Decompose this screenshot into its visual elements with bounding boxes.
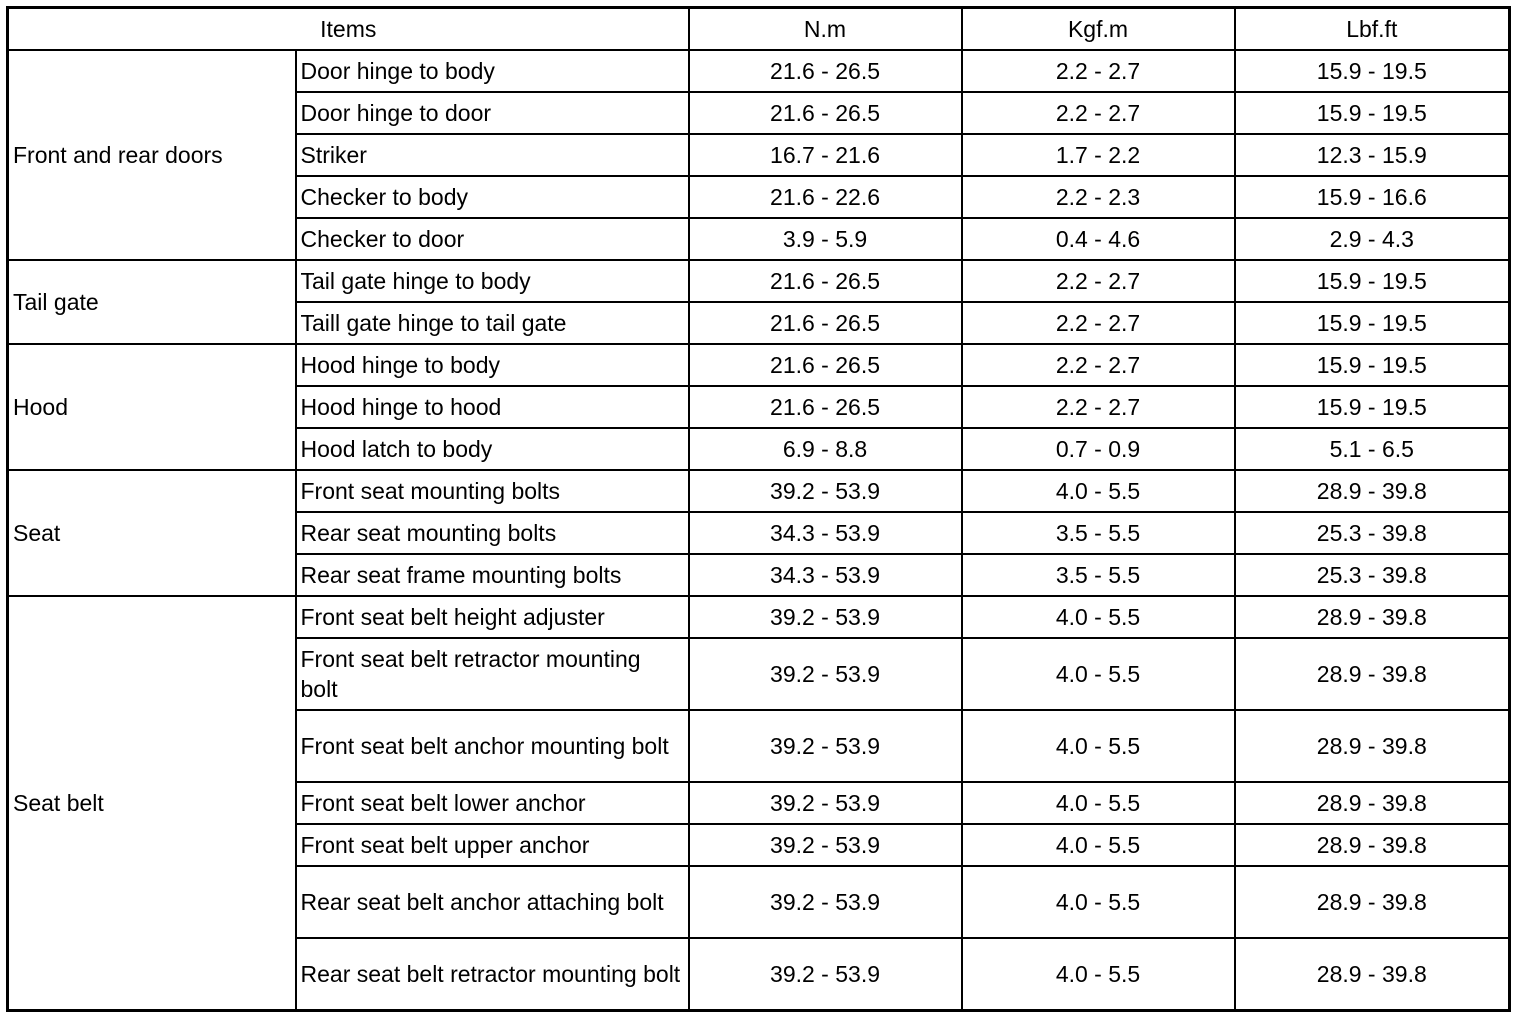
nm-cell: 21.6 - 26.5 <box>689 50 962 92</box>
nm-cell: 39.2 - 53.9 <box>689 866 962 938</box>
item-cell: Rear seat belt retractor mounting bolt <box>296 938 689 1011</box>
table-row <box>8 50 1510 92</box>
lbfft-cell: 25.3 - 39.8 <box>1235 512 1510 554</box>
nm-cell: 39.2 - 53.9 <box>689 710 962 782</box>
item-cell: Hood latch to body <box>296 428 689 470</box>
table-row <box>8 596 1510 638</box>
table-row <box>8 470 1510 512</box>
lbfft-cell: 28.9 - 39.8 <box>1235 782 1510 824</box>
group-label: Hood <box>8 344 296 470</box>
nm-cell: 21.6 - 26.5 <box>689 344 962 386</box>
item-cell: Front seat belt anchor mounting bolt <box>296 710 689 782</box>
nm-cell: 39.2 - 53.9 <box>689 782 962 824</box>
lbfft-cell: 28.9 - 39.8 <box>1235 596 1510 638</box>
item-cell: Tail gate hinge to body <box>296 260 689 302</box>
lbfft-cell: 28.9 - 39.8 <box>1235 638 1510 710</box>
header-items: Items <box>8 8 689 51</box>
lbfft-cell: 15.9 - 19.5 <box>1235 302 1510 344</box>
kgfm-cell: 0.4 - 4.6 <box>962 218 1235 260</box>
item-cell: Front seat mounting bolts <box>296 470 689 512</box>
kgfm-cell: 2.2 - 2.7 <box>962 386 1235 428</box>
nm-cell: 21.6 - 26.5 <box>689 302 962 344</box>
item-cell: Hood hinge to body <box>296 344 689 386</box>
torque-spec-table <box>6 6 1511 1012</box>
nm-cell: 6.9 - 8.8 <box>689 428 962 470</box>
item-cell: Taill gate hinge to tail gate <box>296 302 689 344</box>
item-cell: Hood hinge to hood <box>296 386 689 428</box>
nm-cell: 34.3 - 53.9 <box>689 554 962 596</box>
lbfft-cell: 15.9 - 19.5 <box>1235 92 1510 134</box>
kgfm-cell: 0.7 - 0.9 <box>962 428 1235 470</box>
kgfm-cell: 4.0 - 5.5 <box>962 866 1235 938</box>
header-nm: N.m <box>689 8 962 51</box>
group-label: Tail gate <box>8 260 296 344</box>
lbfft-cell: 15.9 - 19.5 <box>1235 344 1510 386</box>
nm-cell: 39.2 - 53.9 <box>689 938 962 1011</box>
table-row <box>8 344 1510 386</box>
item-cell: Checker to body <box>296 176 689 218</box>
lbfft-cell: 28.9 - 39.8 <box>1235 710 1510 782</box>
table-body <box>8 50 1510 1011</box>
lbfft-cell: 28.9 - 39.8 <box>1235 470 1510 512</box>
nm-cell: 39.2 - 53.9 <box>689 638 962 710</box>
nm-cell: 3.9 - 5.9 <box>689 218 962 260</box>
nm-cell: 21.6 - 26.5 <box>689 92 962 134</box>
table-row <box>8 260 1510 302</box>
item-cell: Rear seat mounting bolts <box>296 512 689 554</box>
kgfm-cell: 2.2 - 2.7 <box>962 50 1235 92</box>
item-cell: Rear seat frame mounting bolts <box>296 554 689 596</box>
nm-cell: 21.6 - 26.5 <box>689 260 962 302</box>
nm-cell: 16.7 - 21.6 <box>689 134 962 176</box>
kgfm-cell: 3.5 - 5.5 <box>962 512 1235 554</box>
header-lbfft: Lbf.ft <box>1235 8 1510 51</box>
nm-cell: 39.2 - 53.9 <box>689 470 962 512</box>
kgfm-cell: 2.2 - 2.7 <box>962 344 1235 386</box>
group-label: Seat <box>8 470 296 596</box>
item-cell: Front seat belt lower anchor <box>296 782 689 824</box>
header-kgfm: Kgf.m <box>962 8 1235 51</box>
nm-cell: 21.6 - 22.6 <box>689 176 962 218</box>
kgfm-cell: 4.0 - 5.5 <box>962 596 1235 638</box>
kgfm-cell: 4.0 - 5.5 <box>962 938 1235 1011</box>
kgfm-cell: 2.2 - 2.7 <box>962 92 1235 134</box>
kgfm-cell: 2.2 - 2.7 <box>962 260 1235 302</box>
lbfft-cell: 15.9 - 16.6 <box>1235 176 1510 218</box>
item-cell: Front seat belt retractor mounting bolt <box>296 638 689 710</box>
lbfft-cell: 28.9 - 39.8 <box>1235 938 1510 1011</box>
lbfft-cell: 15.9 - 19.5 <box>1235 386 1510 428</box>
lbfft-cell: 12.3 - 15.9 <box>1235 134 1510 176</box>
item-cell: Striker <box>296 134 689 176</box>
kgfm-cell: 4.0 - 5.5 <box>962 782 1235 824</box>
nm-cell: 21.6 - 26.5 <box>689 386 962 428</box>
kgfm-cell: 4.0 - 5.5 <box>962 638 1235 710</box>
lbfft-cell: 28.9 - 39.8 <box>1235 866 1510 938</box>
header-row <box>8 8 1510 51</box>
nm-cell: 34.3 - 53.9 <box>689 512 962 554</box>
lbfft-cell: 2.9 - 4.3 <box>1235 218 1510 260</box>
group-label: Seat belt <box>8 596 296 1011</box>
item-cell: Checker to door <box>296 218 689 260</box>
lbfft-cell: 15.9 - 19.5 <box>1235 50 1510 92</box>
kgfm-cell: 2.2 - 2.7 <box>962 302 1235 344</box>
lbfft-cell: 28.9 - 39.8 <box>1235 824 1510 866</box>
kgfm-cell: 4.0 - 5.5 <box>962 710 1235 782</box>
lbfft-cell: 5.1 - 6.5 <box>1235 428 1510 470</box>
group-label: Front and rear doors <box>8 50 296 260</box>
item-cell: Front seat belt upper anchor <box>296 824 689 866</box>
nm-cell: 39.2 - 53.9 <box>689 596 962 638</box>
item-cell: Rear seat belt anchor attaching bolt <box>296 866 689 938</box>
nm-cell: 39.2 - 53.9 <box>689 824 962 866</box>
kgfm-cell: 3.5 - 5.5 <box>962 554 1235 596</box>
kgfm-cell: 4.0 - 5.5 <box>962 470 1235 512</box>
lbfft-cell: 15.9 - 19.5 <box>1235 260 1510 302</box>
kgfm-cell: 4.0 - 5.5 <box>962 824 1235 866</box>
kgfm-cell: 1.7 - 2.2 <box>962 134 1235 176</box>
item-cell: Door hinge to body <box>296 50 689 92</box>
kgfm-cell: 2.2 - 2.3 <box>962 176 1235 218</box>
item-cell: Front seat belt height adjuster <box>296 596 689 638</box>
item-cell: Door hinge to door <box>296 92 689 134</box>
lbfft-cell: 25.3 - 39.8 <box>1235 554 1510 596</box>
